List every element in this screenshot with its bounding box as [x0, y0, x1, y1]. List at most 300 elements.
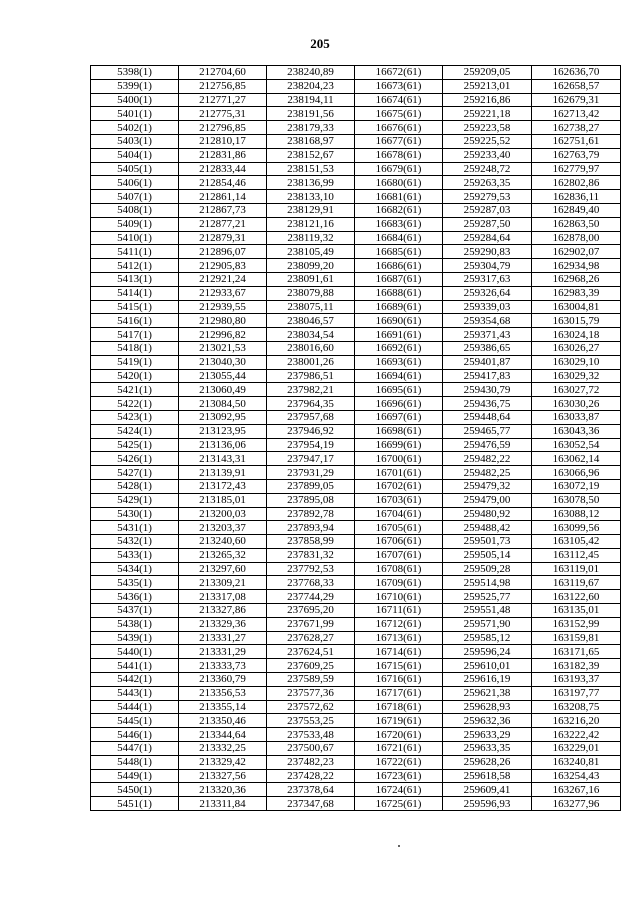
point-id-b-cell: 16721(61) — [355, 742, 443, 756]
point-id-a-cell: 5445(1) — [91, 714, 179, 728]
point-id-a-cell: 5424(1) — [91, 424, 179, 438]
x-coord-a-cell: 213200,03 — [179, 507, 267, 521]
y-coord-a-cell: 237899,05 — [267, 479, 355, 493]
y-coord-a-cell: 237482,23 — [267, 755, 355, 769]
y-coord-b-cell: 163030,26 — [532, 397, 621, 411]
table-row — [91, 259, 621, 273]
y-coord-b-cell: 163027,72 — [532, 383, 621, 397]
point-id-b-cell: 16714(61) — [355, 645, 443, 659]
x-coord-a-cell: 213055,44 — [179, 369, 267, 383]
table-row — [91, 507, 621, 521]
x-coord-a-cell: 213311,84 — [179, 797, 267, 811]
y-coord-a-cell: 237893,94 — [267, 521, 355, 535]
point-id-b-cell: 16715(61) — [355, 659, 443, 673]
y-coord-a-cell: 237986,51 — [267, 369, 355, 383]
y-coord-a-cell: 238091,61 — [267, 272, 355, 286]
x-coord-a-cell: 213021,53 — [179, 341, 267, 355]
y-coord-a-cell: 237695,20 — [267, 604, 355, 618]
table-row — [91, 66, 621, 80]
x-coord-b-cell: 259616,19 — [443, 673, 532, 687]
point-id-a-cell: 5400(1) — [91, 93, 179, 107]
x-coord-a-cell: 213265,32 — [179, 548, 267, 562]
table-row — [91, 245, 621, 259]
table-row — [91, 162, 621, 176]
coordinates-table — [90, 65, 621, 811]
point-id-a-cell: 5419(1) — [91, 355, 179, 369]
point-id-b-cell: 16712(61) — [355, 617, 443, 631]
y-coord-a-cell: 237895,08 — [267, 493, 355, 507]
x-coord-a-cell: 212867,73 — [179, 203, 267, 217]
point-id-a-cell: 5421(1) — [91, 383, 179, 397]
table-row — [91, 314, 621, 328]
point-id-b-cell: 16679(61) — [355, 162, 443, 176]
table-row — [91, 93, 621, 107]
point-id-a-cell: 5412(1) — [91, 259, 179, 273]
point-id-a-cell: 5449(1) — [91, 769, 179, 783]
y-coord-a-cell: 237553,25 — [267, 714, 355, 728]
point-id-a-cell: 5418(1) — [91, 341, 179, 355]
point-id-b-cell: 16702(61) — [355, 479, 443, 493]
y-coord-b-cell: 163254,43 — [532, 769, 621, 783]
x-coord-a-cell: 213344,64 — [179, 728, 267, 742]
table-row — [91, 673, 621, 687]
y-coord-a-cell: 238191,56 — [267, 107, 355, 121]
point-id-a-cell: 5426(1) — [91, 452, 179, 466]
x-coord-b-cell: 259476,59 — [443, 438, 532, 452]
table-row — [91, 742, 621, 756]
point-id-a-cell: 5414(1) — [91, 286, 179, 300]
table-row — [91, 341, 621, 355]
y-coord-a-cell: 237624,51 — [267, 645, 355, 659]
table-row — [91, 617, 621, 631]
page-number: 205 — [310, 36, 330, 51]
x-coord-a-cell: 213332,25 — [179, 742, 267, 756]
table-row — [91, 714, 621, 728]
table-row — [91, 286, 621, 300]
y-coord-b-cell: 163171,65 — [532, 645, 621, 659]
x-coord-a-cell: 213084,50 — [179, 397, 267, 411]
y-coord-b-cell: 163078,50 — [532, 493, 621, 507]
y-coord-a-cell: 237858,99 — [267, 535, 355, 549]
x-coord-b-cell: 259482,22 — [443, 452, 532, 466]
x-coord-a-cell: 213329,42 — [179, 755, 267, 769]
x-coord-b-cell: 259263,35 — [443, 176, 532, 190]
point-id-a-cell: 5436(1) — [91, 590, 179, 604]
x-coord-a-cell: 212877,21 — [179, 217, 267, 231]
y-coord-b-cell: 163216,20 — [532, 714, 621, 728]
table-row — [91, 521, 621, 535]
x-coord-b-cell: 259290,83 — [443, 245, 532, 259]
y-coord-b-cell: 162763,79 — [532, 148, 621, 162]
table-row — [91, 645, 621, 659]
point-id-b-cell: 16705(61) — [355, 521, 443, 535]
table-row — [91, 217, 621, 231]
y-coord-b-cell: 162902,07 — [532, 245, 621, 259]
y-coord-b-cell: 162738,27 — [532, 121, 621, 135]
point-id-b-cell: 16686(61) — [355, 259, 443, 273]
table-row — [91, 328, 621, 342]
point-id-a-cell: 5450(1) — [91, 783, 179, 797]
point-id-a-cell: 5435(1) — [91, 576, 179, 590]
y-coord-b-cell: 163193,37 — [532, 673, 621, 687]
table-row — [91, 424, 621, 438]
x-coord-a-cell: 212996,82 — [179, 328, 267, 342]
y-coord-a-cell: 238016,60 — [267, 341, 355, 355]
point-id-b-cell: 16716(61) — [355, 673, 443, 687]
x-coord-b-cell: 259221,18 — [443, 107, 532, 121]
x-coord-a-cell: 212771,27 — [179, 93, 267, 107]
x-coord-b-cell: 259233,40 — [443, 148, 532, 162]
x-coord-b-cell: 259279,53 — [443, 190, 532, 204]
y-coord-b-cell: 162878,00 — [532, 231, 621, 245]
table-row — [91, 148, 621, 162]
point-id-b-cell: 16709(61) — [355, 576, 443, 590]
point-id-b-cell: 16703(61) — [355, 493, 443, 507]
point-id-b-cell: 16680(61) — [355, 176, 443, 190]
y-coord-a-cell: 237931,29 — [267, 466, 355, 480]
table-row — [91, 548, 621, 562]
y-coord-a-cell: 238121,16 — [267, 217, 355, 231]
table-row — [91, 562, 621, 576]
x-coord-b-cell: 259610,01 — [443, 659, 532, 673]
y-coord-b-cell: 163029,10 — [532, 355, 621, 369]
y-coord-b-cell: 163152,99 — [532, 617, 621, 631]
x-coord-b-cell: 259585,12 — [443, 631, 532, 645]
x-coord-b-cell: 259480,92 — [443, 507, 532, 521]
table-row — [91, 535, 621, 549]
point-id-a-cell: 5439(1) — [91, 631, 179, 645]
y-coord-a-cell: 237954,19 — [267, 438, 355, 452]
y-coord-b-cell: 162863,50 — [532, 217, 621, 231]
point-id-b-cell: 16687(61) — [355, 272, 443, 286]
y-coord-b-cell: 163043,36 — [532, 424, 621, 438]
point-id-a-cell: 5430(1) — [91, 507, 179, 521]
x-coord-b-cell: 259632,36 — [443, 714, 532, 728]
x-coord-b-cell: 259213,01 — [443, 79, 532, 93]
table-row — [91, 604, 621, 618]
point-id-b-cell: 16678(61) — [355, 148, 443, 162]
point-id-a-cell: 5417(1) — [91, 328, 179, 342]
x-coord-a-cell: 213123,95 — [179, 424, 267, 438]
y-coord-b-cell: 163119,67 — [532, 576, 621, 590]
x-coord-a-cell: 213356,53 — [179, 686, 267, 700]
x-coord-a-cell: 213327,86 — [179, 604, 267, 618]
y-coord-b-cell: 163105,42 — [532, 535, 621, 549]
x-coord-b-cell: 259628,26 — [443, 755, 532, 769]
table-row — [91, 272, 621, 286]
y-coord-a-cell: 238133,10 — [267, 190, 355, 204]
table-row — [91, 79, 621, 93]
point-id-b-cell: 16695(61) — [355, 383, 443, 397]
y-coord-a-cell: 237533,48 — [267, 728, 355, 742]
table-row — [91, 107, 621, 121]
coordinates-table-body — [91, 66, 621, 811]
y-coord-a-cell: 238099,20 — [267, 259, 355, 273]
x-coord-b-cell: 259371,43 — [443, 328, 532, 342]
x-coord-b-cell: 259430,79 — [443, 383, 532, 397]
x-coord-a-cell: 212833,44 — [179, 162, 267, 176]
point-id-b-cell: 16675(61) — [355, 107, 443, 121]
y-coord-a-cell: 238075,11 — [267, 300, 355, 314]
x-coord-a-cell: 213143,31 — [179, 452, 267, 466]
point-id-a-cell: 5438(1) — [91, 617, 179, 631]
y-coord-b-cell: 163112,45 — [532, 548, 621, 562]
point-id-a-cell: 5429(1) — [91, 493, 179, 507]
x-coord-a-cell: 213203,37 — [179, 521, 267, 535]
x-coord-a-cell: 213331,27 — [179, 631, 267, 645]
x-coord-a-cell: 212905,83 — [179, 259, 267, 273]
table-row — [91, 466, 621, 480]
x-coord-a-cell: 213327,56 — [179, 769, 267, 783]
x-coord-b-cell: 259417,83 — [443, 369, 532, 383]
y-coord-a-cell: 237982,21 — [267, 383, 355, 397]
y-coord-a-cell: 237768,33 — [267, 576, 355, 590]
point-id-b-cell: 16682(61) — [355, 203, 443, 217]
point-id-a-cell: 5432(1) — [91, 535, 179, 549]
x-coord-b-cell: 259354,68 — [443, 314, 532, 328]
y-coord-a-cell: 238001,26 — [267, 355, 355, 369]
point-id-a-cell: 5406(1) — [91, 176, 179, 190]
x-coord-a-cell: 213040,30 — [179, 355, 267, 369]
x-coord-a-cell: 213185,01 — [179, 493, 267, 507]
point-id-a-cell: 5447(1) — [91, 742, 179, 756]
point-id-a-cell: 5423(1) — [91, 410, 179, 424]
y-coord-b-cell: 163004,81 — [532, 300, 621, 314]
y-coord-a-cell: 238152,67 — [267, 148, 355, 162]
y-coord-a-cell: 237792,53 — [267, 562, 355, 576]
x-coord-a-cell: 213333,73 — [179, 659, 267, 673]
x-coord-a-cell: 213331,29 — [179, 645, 267, 659]
point-id-b-cell: 16683(61) — [355, 217, 443, 231]
x-coord-a-cell: 213320,36 — [179, 783, 267, 797]
point-id-b-cell: 16694(61) — [355, 369, 443, 383]
x-coord-a-cell: 212939,55 — [179, 300, 267, 314]
table-row — [91, 438, 621, 452]
x-coord-a-cell: 212980,80 — [179, 314, 267, 328]
x-coord-b-cell: 259209,05 — [443, 66, 532, 80]
point-id-b-cell: 16697(61) — [355, 410, 443, 424]
point-id-a-cell: 5433(1) — [91, 548, 179, 562]
point-id-b-cell: 16718(61) — [355, 700, 443, 714]
y-coord-a-cell: 238129,91 — [267, 203, 355, 217]
point-id-b-cell: 16720(61) — [355, 728, 443, 742]
table-row — [91, 300, 621, 314]
y-coord-b-cell: 163277,96 — [532, 797, 621, 811]
x-coord-a-cell: 213139,91 — [179, 466, 267, 480]
x-coord-b-cell: 259633,29 — [443, 728, 532, 742]
y-coord-a-cell: 238179,33 — [267, 121, 355, 135]
point-id-b-cell: 16710(61) — [355, 590, 443, 604]
point-id-b-cell: 16692(61) — [355, 341, 443, 355]
y-coord-a-cell: 237577,36 — [267, 686, 355, 700]
page-mark — [398, 845, 400, 847]
x-coord-b-cell: 259326,64 — [443, 286, 532, 300]
x-coord-b-cell: 259488,42 — [443, 521, 532, 535]
y-coord-b-cell: 163015,79 — [532, 314, 621, 328]
point-id-a-cell: 5407(1) — [91, 190, 179, 204]
y-coord-a-cell: 238046,57 — [267, 314, 355, 328]
point-id-a-cell: 5428(1) — [91, 479, 179, 493]
y-coord-a-cell: 238240,89 — [267, 66, 355, 80]
table-row — [91, 576, 621, 590]
y-coord-a-cell: 237892,78 — [267, 507, 355, 521]
x-coord-a-cell: 213092,95 — [179, 410, 267, 424]
y-coord-a-cell: 237744,29 — [267, 590, 355, 604]
x-coord-b-cell: 259525,77 — [443, 590, 532, 604]
y-coord-a-cell: 237428,22 — [267, 769, 355, 783]
x-coord-a-cell: 213350,46 — [179, 714, 267, 728]
y-coord-b-cell: 163029,32 — [532, 369, 621, 383]
x-coord-b-cell: 259436,75 — [443, 397, 532, 411]
y-coord-b-cell: 162849,40 — [532, 203, 621, 217]
y-coord-b-cell: 163229,01 — [532, 742, 621, 756]
x-coord-a-cell: 213329,36 — [179, 617, 267, 631]
y-coord-b-cell: 162983,39 — [532, 286, 621, 300]
y-coord-b-cell: 162658,57 — [532, 79, 621, 93]
point-id-b-cell: 16711(61) — [355, 604, 443, 618]
table-row — [91, 493, 621, 507]
x-coord-b-cell: 259401,87 — [443, 355, 532, 369]
y-coord-a-cell: 237831,32 — [267, 548, 355, 562]
table-row — [91, 369, 621, 383]
table-row — [91, 659, 621, 673]
y-coord-b-cell: 163222,42 — [532, 728, 621, 742]
x-coord-b-cell: 259216,86 — [443, 93, 532, 107]
point-id-a-cell: 5451(1) — [91, 797, 179, 811]
y-coord-b-cell: 163208,75 — [532, 700, 621, 714]
table-row — [91, 203, 621, 217]
point-id-b-cell: 16681(61) — [355, 190, 443, 204]
y-coord-b-cell: 163135,01 — [532, 604, 621, 618]
x-coord-b-cell: 259479,32 — [443, 479, 532, 493]
x-coord-b-cell: 259248,72 — [443, 162, 532, 176]
y-coord-b-cell: 163033,87 — [532, 410, 621, 424]
y-coord-a-cell: 237946,92 — [267, 424, 355, 438]
y-coord-b-cell: 163026,27 — [532, 341, 621, 355]
x-coord-b-cell: 259551,48 — [443, 604, 532, 618]
point-id-b-cell: 16700(61) — [355, 452, 443, 466]
point-id-b-cell: 16689(61) — [355, 300, 443, 314]
x-coord-b-cell: 259596,24 — [443, 645, 532, 659]
x-coord-b-cell: 259501,73 — [443, 535, 532, 549]
x-coord-b-cell: 259505,14 — [443, 548, 532, 562]
y-coord-a-cell: 237628,27 — [267, 631, 355, 645]
y-coord-b-cell: 163159,81 — [532, 631, 621, 645]
point-id-a-cell: 5425(1) — [91, 438, 179, 452]
point-id-b-cell: 16691(61) — [355, 328, 443, 342]
x-coord-b-cell: 259628,93 — [443, 700, 532, 714]
point-id-b-cell: 16672(61) — [355, 66, 443, 80]
point-id-a-cell: 5403(1) — [91, 134, 179, 148]
x-coord-a-cell: 212810,17 — [179, 134, 267, 148]
x-coord-b-cell: 259304,79 — [443, 259, 532, 273]
y-coord-b-cell: 163066,96 — [532, 466, 621, 480]
table-row — [91, 452, 621, 466]
x-coord-b-cell: 259448,64 — [443, 410, 532, 424]
point-id-a-cell: 5398(1) — [91, 66, 179, 80]
y-coord-b-cell: 163182,39 — [532, 659, 621, 673]
y-coord-b-cell: 162636,70 — [532, 66, 621, 80]
x-coord-a-cell: 212879,31 — [179, 231, 267, 245]
point-id-a-cell: 5446(1) — [91, 728, 179, 742]
point-id-a-cell: 5444(1) — [91, 700, 179, 714]
y-coord-b-cell: 163122,60 — [532, 590, 621, 604]
point-id-b-cell: 16698(61) — [355, 424, 443, 438]
point-id-b-cell: 16688(61) — [355, 286, 443, 300]
x-coord-b-cell: 259479,00 — [443, 493, 532, 507]
x-coord-b-cell: 259571,90 — [443, 617, 532, 631]
x-coord-b-cell: 259621,38 — [443, 686, 532, 700]
table-row — [91, 397, 621, 411]
x-coord-b-cell: 259223,58 — [443, 121, 532, 135]
y-coord-b-cell: 163267,16 — [532, 783, 621, 797]
table-row — [91, 631, 621, 645]
table-row — [91, 728, 621, 742]
x-coord-a-cell: 213240,60 — [179, 535, 267, 549]
y-coord-b-cell: 162836,11 — [532, 190, 621, 204]
x-coord-a-cell: 212796,85 — [179, 121, 267, 135]
x-coord-b-cell: 259317,63 — [443, 272, 532, 286]
point-id-b-cell: 16676(61) — [355, 121, 443, 135]
y-coord-a-cell: 238034,54 — [267, 328, 355, 342]
y-coord-b-cell: 163197,77 — [532, 686, 621, 700]
table-row — [91, 383, 621, 397]
point-id-a-cell: 5443(1) — [91, 686, 179, 700]
table-row — [91, 769, 621, 783]
x-coord-a-cell: 213172,43 — [179, 479, 267, 493]
y-coord-b-cell: 163072,19 — [532, 479, 621, 493]
table-row — [91, 355, 621, 369]
y-coord-b-cell: 163024,18 — [532, 328, 621, 342]
point-id-a-cell: 5413(1) — [91, 272, 179, 286]
y-coord-b-cell: 163119,01 — [532, 562, 621, 576]
point-id-b-cell: 16693(61) — [355, 355, 443, 369]
point-id-b-cell: 16722(61) — [355, 755, 443, 769]
point-id-a-cell: 5416(1) — [91, 314, 179, 328]
point-id-b-cell: 16717(61) — [355, 686, 443, 700]
table-row — [91, 479, 621, 493]
table-row — [91, 231, 621, 245]
point-id-b-cell: 16723(61) — [355, 769, 443, 783]
point-id-b-cell: 16699(61) — [355, 438, 443, 452]
table-row — [91, 190, 621, 204]
x-coord-b-cell: 259509,28 — [443, 562, 532, 576]
y-coord-a-cell: 237378,64 — [267, 783, 355, 797]
table-row — [91, 590, 621, 604]
y-coord-b-cell: 163088,12 — [532, 507, 621, 521]
y-coord-a-cell: 238204,23 — [267, 79, 355, 93]
point-id-a-cell: 5404(1) — [91, 148, 179, 162]
point-id-b-cell: 16673(61) — [355, 79, 443, 93]
x-coord-b-cell: 259386,65 — [443, 341, 532, 355]
x-coord-a-cell: 212831,86 — [179, 148, 267, 162]
x-coord-a-cell: 212756,85 — [179, 79, 267, 93]
point-id-a-cell: 5440(1) — [91, 645, 179, 659]
point-id-a-cell: 5415(1) — [91, 300, 179, 314]
point-id-b-cell: 16707(61) — [355, 548, 443, 562]
x-coord-a-cell: 213060,49 — [179, 383, 267, 397]
x-coord-a-cell: 212854,46 — [179, 176, 267, 190]
point-id-a-cell: 5437(1) — [91, 604, 179, 618]
table-row — [91, 176, 621, 190]
y-coord-b-cell: 163240,81 — [532, 755, 621, 769]
y-coord-a-cell: 238119,32 — [267, 231, 355, 245]
point-id-b-cell: 16724(61) — [355, 783, 443, 797]
y-coord-b-cell: 162934,98 — [532, 259, 621, 273]
x-coord-a-cell: 212921,24 — [179, 272, 267, 286]
point-id-b-cell: 16685(61) — [355, 245, 443, 259]
point-id-a-cell: 5408(1) — [91, 203, 179, 217]
